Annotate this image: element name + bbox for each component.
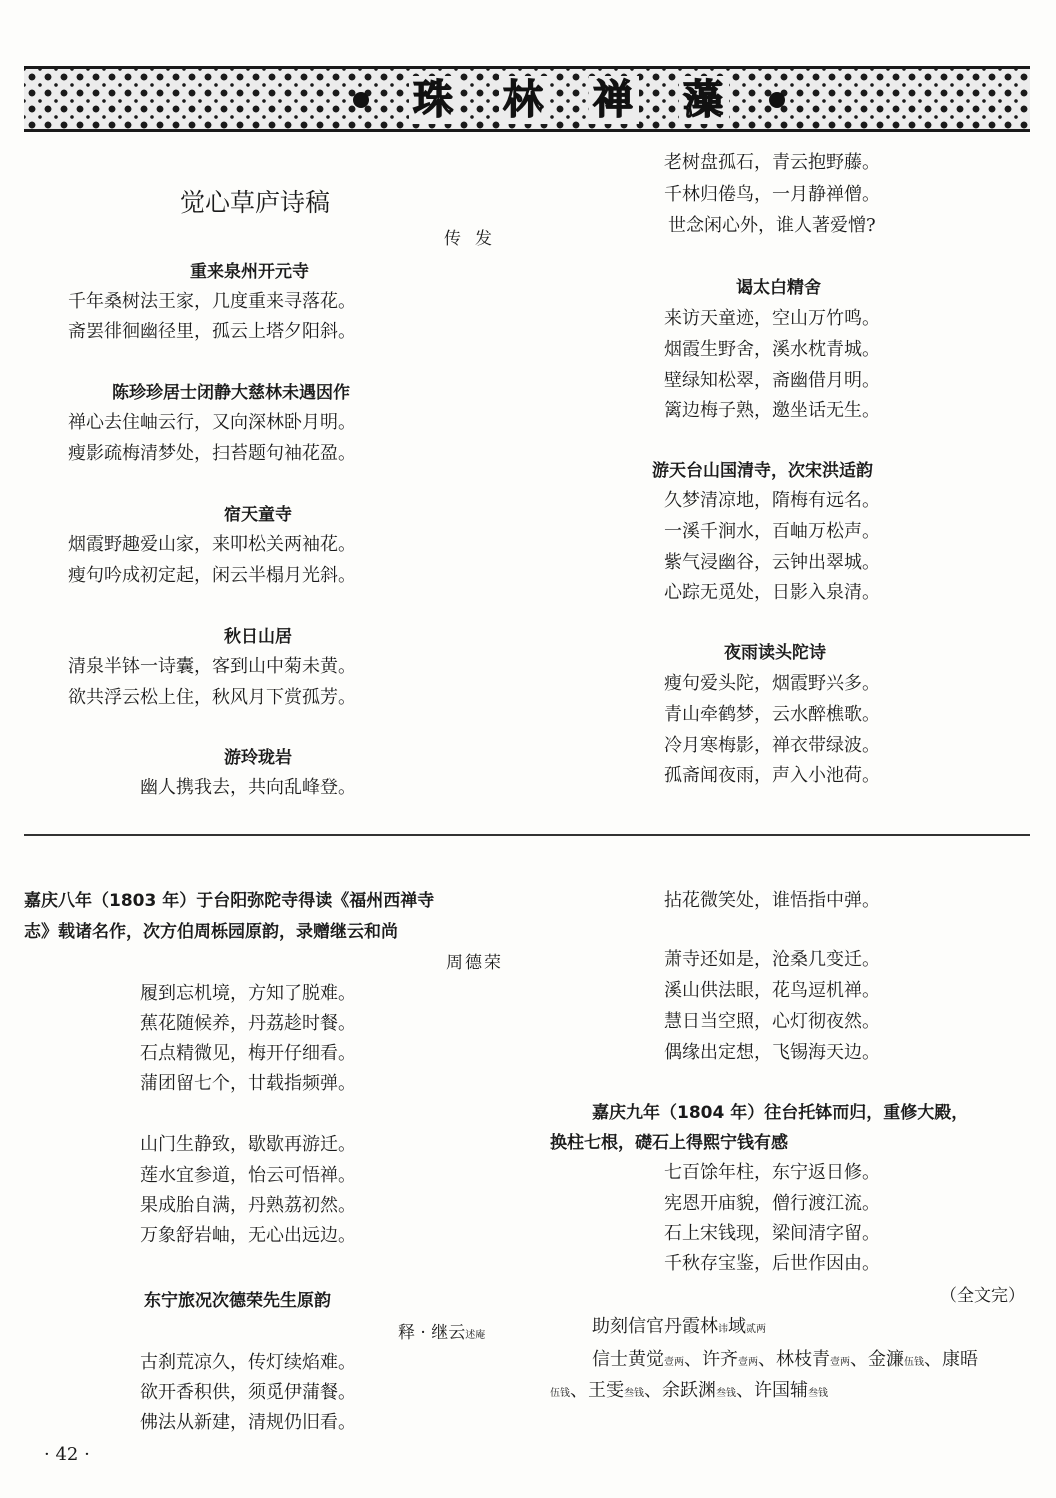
donor-amount: 壹两 — [830, 1357, 850, 1368]
poem-line: 篱边梅子熟，邀坐话无生。 — [664, 400, 880, 421]
poem-line: 禅心去住岫云行，又向深林卧月明。 — [68, 412, 356, 433]
banner-char: 禅 — [589, 76, 639, 124]
section-banner — [24, 66, 1030, 132]
poem-line: 世念闲心外，谁人著爱憎? — [668, 215, 876, 236]
poem-title: 志》载诸名作，次方伯周栎园原韵，录赠继云和尚 — [24, 922, 398, 942]
poem-line: 石上宋钱现，梁间清字留。 — [664, 1223, 880, 1244]
poem-title: 谒太白精舍 — [736, 278, 821, 298]
donor-text: 、王雯 — [570, 1380, 624, 1401]
poem-line: 宪恩开庙貌，僧行渡江流。 — [664, 1193, 880, 1214]
poem-line: 冷月寒梅影，禅衣带绿波。 — [664, 735, 880, 756]
poem-line: 烟霞野趣爱山家，来叩松关两袖花。 — [68, 534, 356, 555]
poem-line: 千年桑树法王家，几度重来寻落花。 — [68, 291, 356, 312]
poem-line: 幽人携我去，共向乱峰登。 — [140, 777, 356, 798]
donor-text: 域 — [728, 1316, 746, 1337]
poem-line: 履到忘机境，方知了脱难。 — [140, 983, 356, 1004]
poem-line: 石点精微见，梅开仔细看。 — [140, 1043, 356, 1064]
section-divider — [24, 834, 1030, 836]
donor-text: 、康晤 — [924, 1349, 978, 1370]
poem-line: 壁绿知松翠，斋幽借月明。 — [664, 370, 880, 391]
poem-line: 清泉半钵一诗囊，客到山中菊未黄。 — [68, 656, 356, 677]
donor-line — [592, 1345, 978, 1371]
donor-amount: 壹两 — [738, 1357, 758, 1368]
poem-line: 来访天童迹，空山万竹鸣。 — [664, 308, 880, 329]
poem-line: 慧日当空照，心灯彻夜然。 — [664, 1011, 880, 1032]
poem-line: 瘦影疏梅清梦处，扫苔题句袖花盈。 — [68, 443, 356, 464]
donor-amount: 叁钱 — [624, 1388, 644, 1399]
poem-line: 七百馀年柱，东宁返日修。 — [664, 1162, 880, 1183]
poem-line: 蒲团留七个，廿载指频弹。 — [140, 1073, 356, 1094]
bullet-dot-icon — [769, 92, 785, 108]
poem-line: 紫气浸幽谷，云钟出翠城。 — [664, 552, 880, 573]
poem-title: 重来泉州开元寺 — [190, 262, 309, 282]
poem-title: 游玲珑岩 — [224, 748, 292, 768]
poem-title: 宿天童寺 — [224, 505, 292, 525]
page-number: · 42 · — [44, 1444, 90, 1465]
donor-amount: 壹两 — [664, 1357, 684, 1368]
donor-amount: 叁钱 — [716, 1388, 736, 1399]
banner-char: 林 — [499, 76, 549, 124]
poem-line: 瘦句爱头陀，烟霞野兴多。 — [664, 673, 880, 694]
poem-line: 心踪无觅处，日影入泉清。 — [664, 582, 880, 603]
poem-title: 东宁旅况次德荣先生原韵 — [144, 1291, 331, 1311]
poem-line: 偶缘出定想，飞锡海天边。 — [664, 1042, 880, 1063]
poem-title: 嘉庆九年（1804 年）往台托钵而归，重修大殿， — [592, 1103, 969, 1123]
donor-text: 、余跃渊 — [644, 1380, 716, 1401]
poem-line: 山门生静致，歇歇再游迁。 — [140, 1134, 356, 1155]
poem-line: 千林归倦鸟，一月静禅僧。 — [664, 184, 880, 205]
poem-line: 千秋存宝鉴，后世作因由。 — [664, 1253, 880, 1274]
poem-line: 青山牵鹤梦，云水醉樵歌。 — [664, 704, 880, 725]
poem-line: 萧寺还如是，沧桑几变迁。 — [664, 949, 880, 970]
poem-line: 斋罢徘徊幽径里，孤云上塔夕阳斜。 — [68, 321, 356, 342]
donor-line — [550, 1376, 828, 1402]
poem-line: 溪山供法眼，花鸟逗机禅。 — [664, 980, 880, 1001]
donor-note: 讳 — [718, 1324, 728, 1335]
poem-line: 烟霞生野舍，溪水枕青城。 — [664, 339, 880, 360]
donor-text: 、金濂 — [850, 1349, 904, 1370]
poem-line: 果成胎自满，丹熟荔初然。 — [140, 1195, 356, 1216]
poem-author — [398, 1318, 485, 1343]
author-note: 述庵 — [465, 1330, 486, 1341]
donor-amount: 叁钱 — [808, 1388, 828, 1399]
poem-title: 游天台山国清寺，次宋洪适韵 — [652, 461, 873, 481]
donor-text: 、许国辅 — [736, 1380, 808, 1401]
poem-line: 老树盘孤石，青云抱野藤。 — [664, 152, 880, 173]
poem-line: 蕉花随候养，丹荔趁时餐。 — [140, 1013, 356, 1034]
poem-line: 佛法从新建，清规仍旧看。 — [140, 1412, 356, 1433]
poem-line: 欲共浮云松上住，秋风月下赏孤芳。 — [68, 687, 356, 708]
poem-line: 莲水宜参道，怡云可悟禅。 — [140, 1165, 356, 1186]
poem-line: 欲开香积供，须觅伊蒲餐。 — [140, 1382, 356, 1403]
article-title: 觉心草庐诗稿 — [180, 188, 331, 217]
poem-author-name: 释 · 继云 — [398, 1323, 466, 1343]
banner-title — [324, 75, 814, 125]
poem-line: 拈花微笑处，谁悟指中弹。 — [664, 890, 880, 911]
poem-line: 一溪千涧水，百岫万松声。 — [664, 521, 880, 542]
poem-title: 陈珍珍居士闭静大慈林未遇因作 — [112, 383, 350, 403]
poem-line: 万象舒岩岫，无心出远边。 — [140, 1225, 356, 1246]
banner-char: 珠 — [409, 76, 459, 124]
poem-line: 古刹荒凉久，传灯续焰难。 — [140, 1352, 356, 1373]
poem-author: 周德荣 — [446, 953, 503, 973]
poem-title: 夜雨读头陀诗 — [724, 643, 826, 663]
poem-line: 孤斋闻夜雨，声入小池荷。 — [664, 765, 880, 786]
donor-amount: 伍钱 — [550, 1388, 570, 1399]
poem-line: 久梦清凉地，隋梅有远名。 — [664, 490, 880, 511]
donor-amount: 伍钱 — [904, 1357, 924, 1368]
donor-amount: 贰两 — [746, 1324, 766, 1335]
banner-char: 藻 — [679, 76, 729, 124]
poem-title: 换柱七根，礎石上得熙宁钱有感 — [550, 1133, 788, 1153]
donor-text: 、林枝青 — [758, 1349, 830, 1370]
poem-line: 瘦句吟成初定起，闲云半榻月光斜。 — [68, 565, 356, 586]
donor-line — [592, 1312, 766, 1338]
donor-text: 、许齐 — [684, 1349, 738, 1370]
donor-text: 助刻信官丹霞林 — [592, 1316, 718, 1337]
article-author: 传发 — [444, 229, 506, 249]
bullet-dot-icon — [353, 92, 369, 108]
poem-title: 嘉庆八年（1803 年）于台阳弥陀寺得读《福州西禅寺 — [24, 891, 435, 911]
donor-text: 信士黄觉 — [592, 1349, 664, 1370]
end-note: （全文完） — [940, 1286, 1025, 1306]
poem-title: 秋日山居 — [224, 627, 292, 647]
